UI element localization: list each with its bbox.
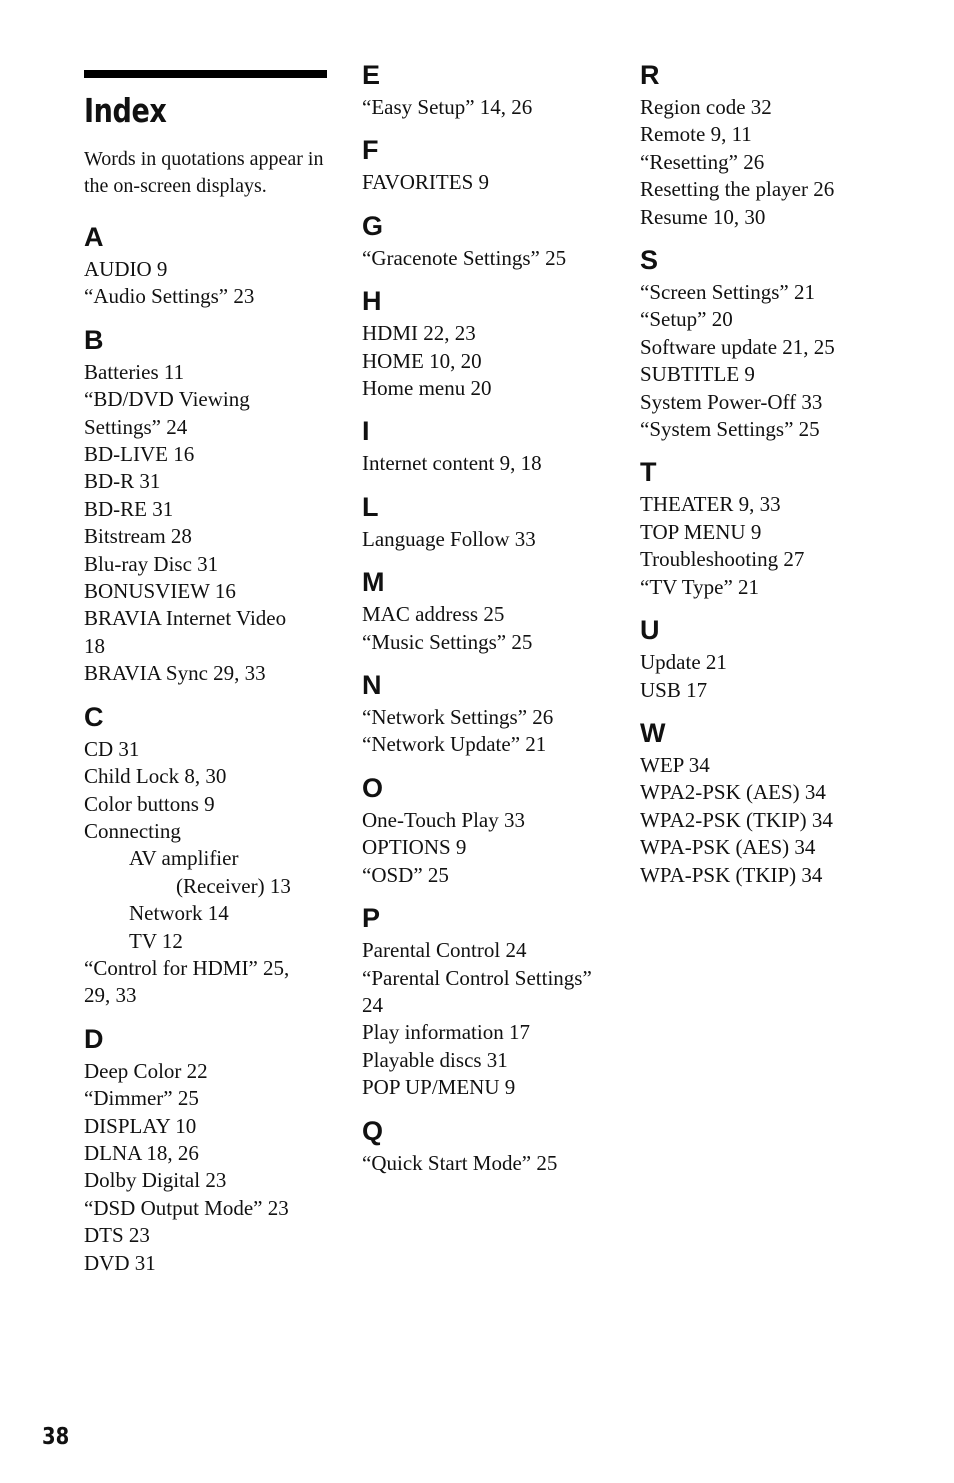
- index-entry: DVD 31: [84, 1250, 156, 1275]
- section-letter: C: [84, 701, 104, 732]
- index-entry: “Parental Control Settings”: [362, 965, 592, 990]
- index-section-a: [84, 222, 334, 311]
- index-entry: “BD/DVD Viewing: [84, 387, 250, 412]
- index-section-q: [362, 1116, 622, 1177]
- index-section-b: [84, 325, 334, 688]
- section-letter: A: [84, 222, 104, 252]
- index-entry: Update 21: [640, 650, 727, 675]
- section-letter: N: [362, 670, 382, 701]
- index-section-t: [640, 457, 930, 601]
- index-entry: Region code 32: [640, 95, 772, 119]
- index-entry: 24: [362, 992, 383, 1017]
- index-entry: WPA2-PSK (AES) 34: [640, 780, 826, 805]
- section-letter: R: [640, 60, 660, 90]
- index-entry: “Audio Settings” 23: [84, 284, 255, 309]
- index-entry: Connecting: [84, 818, 181, 843]
- index-section-o: [362, 773, 622, 889]
- index-section-p: [362, 903, 622, 1101]
- index-entry: CD 31: [84, 736, 140, 761]
- column-2-sections: [362, 60, 622, 1177]
- section-letter: M: [362, 567, 385, 598]
- index-entry: (Receiver) 13: [176, 873, 291, 898]
- index-entry-list: [362, 704, 622, 759]
- index-entry-list: [84, 1058, 334, 1277]
- index-entry: “Easy Setup” 14, 26: [362, 95, 533, 119]
- index-entry: Internet content 9, 18: [362, 451, 542, 476]
- section-letter: D: [84, 1023, 104, 1054]
- index-entry: BD-LIVE 16: [84, 442, 195, 467]
- index-entry: Color buttons 9: [84, 791, 215, 816]
- index-entry: “Network Settings” 26: [362, 705, 554, 730]
- index-entry: “Control for HDMI” 25,: [84, 955, 290, 980]
- index-section-n: [362, 670, 622, 759]
- section-letter: E: [362, 60, 381, 90]
- index-entry: “Gracenote Settings” 25: [362, 245, 567, 270]
- index-entry: FAVORITES 9: [362, 170, 489, 195]
- index-entry: “Network Update” 21: [362, 732, 547, 757]
- index-entry-list: [362, 937, 622, 1101]
- index-entry: WEP 34: [640, 752, 710, 777]
- index-entry: “OSD” 25: [362, 862, 449, 887]
- section-letter: I: [362, 416, 370, 447]
- index-entry: Dolby Digital 23: [84, 1168, 227, 1193]
- index-entry: Home menu 20: [362, 376, 492, 401]
- index-entry: “Resetting” 26: [640, 149, 765, 174]
- index-section-c: [84, 702, 334, 1010]
- index-entry: BRAVIA Internet Video: [84, 606, 287, 631]
- section-letter: P: [362, 903, 381, 934]
- index-entry: OPTIONS 9: [362, 835, 467, 860]
- index-entry-list: [640, 491, 930, 601]
- index-entry: “Setup” 20: [640, 307, 733, 332]
- index-entry: MAC address 25: [362, 602, 505, 627]
- page-number: 38: [42, 1424, 70, 1450]
- index-entry: HDMI 22, 23: [362, 321, 476, 346]
- index-entry-list: [362, 245, 622, 272]
- index-entry: Playable discs 31: [362, 1047, 508, 1072]
- index-section-h: [362, 286, 622, 402]
- index-entry: Batteries 11: [84, 359, 185, 384]
- index-entry: Deep Color 22: [84, 1058, 208, 1083]
- section-letter: L: [362, 491, 379, 522]
- section-letter: F: [362, 135, 379, 166]
- index-section-i: [362, 416, 622, 477]
- index-entry: BD-R 31: [84, 469, 161, 494]
- page-title: Index: [84, 91, 167, 130]
- index-entry: Blu-ray Disc 31: [84, 551, 219, 576]
- index-entry-list: [362, 169, 622, 196]
- index-section-m: [362, 567, 622, 656]
- index-section-u: [640, 615, 930, 704]
- index-entry: Settings” 24: [84, 414, 188, 439]
- index-entry: Parental Control 24: [362, 938, 527, 963]
- index-entry-list: [362, 320, 622, 402]
- index-column-1: [84, 60, 334, 1291]
- index-entry: DTS 23: [84, 1223, 150, 1248]
- index-entry: 18: [84, 633, 105, 658]
- index-entry: “System Settings” 25: [640, 417, 820, 442]
- index-entry: AV amplifier: [129, 846, 239, 871]
- index-entry: POP UP/MENU 9: [362, 1075, 516, 1100]
- index-entry-list: [640, 279, 930, 443]
- index-entry: AUDIO 9: [84, 257, 168, 281]
- index-entry: HOME 10, 20: [362, 348, 482, 373]
- index-entry: Resume 10, 30: [640, 204, 766, 229]
- index-entry: “Music Settings” 25: [362, 629, 533, 654]
- index-entry: Software update 21, 25: [640, 334, 835, 359]
- index-section-r: [640, 60, 930, 231]
- index-entry: WPA-PSK (AES) 34: [640, 835, 816, 860]
- index-entry-list: [84, 256, 334, 311]
- index-entry: BRAVIA Sync 29, 33: [84, 661, 266, 686]
- index-entry-list: [362, 1150, 622, 1177]
- section-letter: H: [362, 286, 382, 317]
- index-column-3: [640, 60, 930, 903]
- index-entry-list: [362, 450, 622, 477]
- index-entry: Network 14: [129, 901, 229, 926]
- index-section-l: [362, 492, 622, 553]
- section-letter: U: [640, 615, 660, 646]
- index-entry: Troubleshooting 27: [640, 547, 805, 572]
- index-entry: “Dimmer” 25: [84, 1086, 199, 1111]
- index-entry-list: [362, 526, 622, 553]
- index-entry: USB 17: [640, 677, 708, 702]
- section-letter: Q: [362, 1115, 384, 1146]
- index-section-e: [362, 60, 622, 121]
- index-entry: “DSD Output Mode” 23: [84, 1195, 289, 1220]
- index-entry: “TV Type” 21: [640, 574, 760, 599]
- index-entry: THEATER 9, 33: [640, 492, 781, 517]
- index-entry: System Power-Off 33: [640, 389, 823, 414]
- index-section-g: [362, 211, 622, 272]
- index-entry: 29, 33: [84, 983, 137, 1008]
- index-column-2: [362, 60, 622, 1191]
- index-entry: One-Touch Play 33: [362, 807, 525, 832]
- index-entry: DISPLAY 10: [84, 1113, 197, 1138]
- index-entry: Child Lock 8, 30: [84, 764, 227, 789]
- index-section-d: [84, 1024, 334, 1277]
- column-1-sections: [84, 222, 334, 1277]
- index-entry: WPA2-PSK (TKIP) 34: [640, 807, 833, 832]
- index-entry-list: [362, 601, 622, 656]
- index-entry: TV 12: [129, 928, 183, 953]
- index-entry: Resetting the player 26: [640, 177, 835, 202]
- section-letter: S: [640, 245, 659, 276]
- index-entry: BONUSVIEW 16: [84, 579, 236, 604]
- section-letter: B: [84, 324, 104, 355]
- column-3-sections: [640, 60, 930, 889]
- index-entry-list: [84, 736, 334, 1010]
- index-entry: WPA-PSK (TKIP) 34: [640, 862, 823, 887]
- index-entry-list: [84, 359, 334, 688]
- index-section-s: [640, 245, 930, 443]
- section-letter: O: [362, 772, 384, 803]
- section-letter: T: [640, 457, 657, 488]
- index-entry-list: [640, 752, 930, 889]
- intro-text: Words in quotations appear in the on-screen displays.: [84, 148, 324, 197]
- section-letter: W: [640, 717, 666, 748]
- index-entry: “Quick Start Mode” 25: [362, 1150, 558, 1175]
- index-entry: DLNA 18, 26: [84, 1140, 199, 1165]
- index-entry-list: [640, 649, 930, 704]
- index-section-f: [362, 135, 622, 196]
- index-entry: Remote 9, 11: [640, 122, 752, 147]
- index-entry: “Screen Settings” 21: [640, 280, 815, 305]
- index-entry: BD-RE 31: [84, 496, 174, 521]
- index-entry-list: [362, 807, 622, 889]
- index-section-w: [640, 718, 930, 889]
- index-entry: TOP MENU 9: [640, 519, 762, 544]
- index-entry: Play information 17: [362, 1020, 530, 1045]
- index-entry: SUBTITLE 9: [640, 362, 755, 387]
- index-entry: Bitstream 28: [84, 524, 192, 549]
- section-letter: G: [362, 210, 384, 241]
- index-entry: Language Follow 33: [362, 526, 536, 551]
- index-entry-list: [640, 94, 930, 231]
- title-rule: [84, 70, 327, 78]
- index-entry-list: [362, 94, 622, 121]
